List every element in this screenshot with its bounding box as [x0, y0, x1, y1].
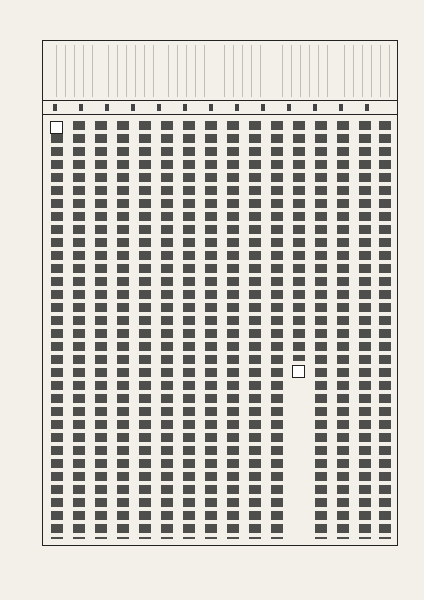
text-column	[205, 121, 217, 539]
text-column	[73, 121, 85, 539]
column-number	[183, 104, 187, 111]
column-number	[131, 104, 135, 111]
column-number	[105, 104, 109, 111]
column-number	[79, 104, 83, 111]
column-number	[261, 104, 265, 111]
column-number	[339, 104, 343, 111]
text-column	[271, 121, 283, 539]
text-column	[51, 121, 63, 539]
text-column	[117, 121, 129, 539]
annotation-block	[219, 45, 269, 97]
annotation-block	[339, 45, 391, 97]
column-number	[53, 104, 57, 111]
main-text-area	[43, 115, 397, 545]
text-column	[95, 121, 107, 539]
annotation-band	[43, 41, 397, 101]
column-number	[313, 104, 317, 111]
text-column	[359, 121, 371, 539]
column-number-row	[43, 101, 397, 115]
text-column	[337, 121, 349, 539]
text-column	[249, 121, 261, 539]
text-column	[293, 121, 305, 361]
page-number	[405, 360, 421, 520]
annotation-block	[103, 45, 155, 97]
annotation-block	[277, 45, 331, 97]
annotation-block	[163, 45, 211, 97]
column-number	[365, 104, 369, 111]
section-marker	[292, 365, 305, 378]
column-number	[235, 104, 239, 111]
text-column	[183, 121, 195, 539]
column-number	[209, 104, 213, 111]
text-column	[139, 121, 151, 539]
page-frame	[42, 40, 398, 546]
text-column	[161, 121, 173, 539]
section-marker	[50, 121, 63, 134]
text-column	[379, 121, 391, 539]
annotation-block	[51, 45, 95, 97]
column-number	[287, 104, 291, 111]
text-column	[315, 121, 327, 539]
margin-title	[14, 84, 36, 344]
column-number	[157, 104, 161, 111]
text-column	[227, 121, 239, 539]
